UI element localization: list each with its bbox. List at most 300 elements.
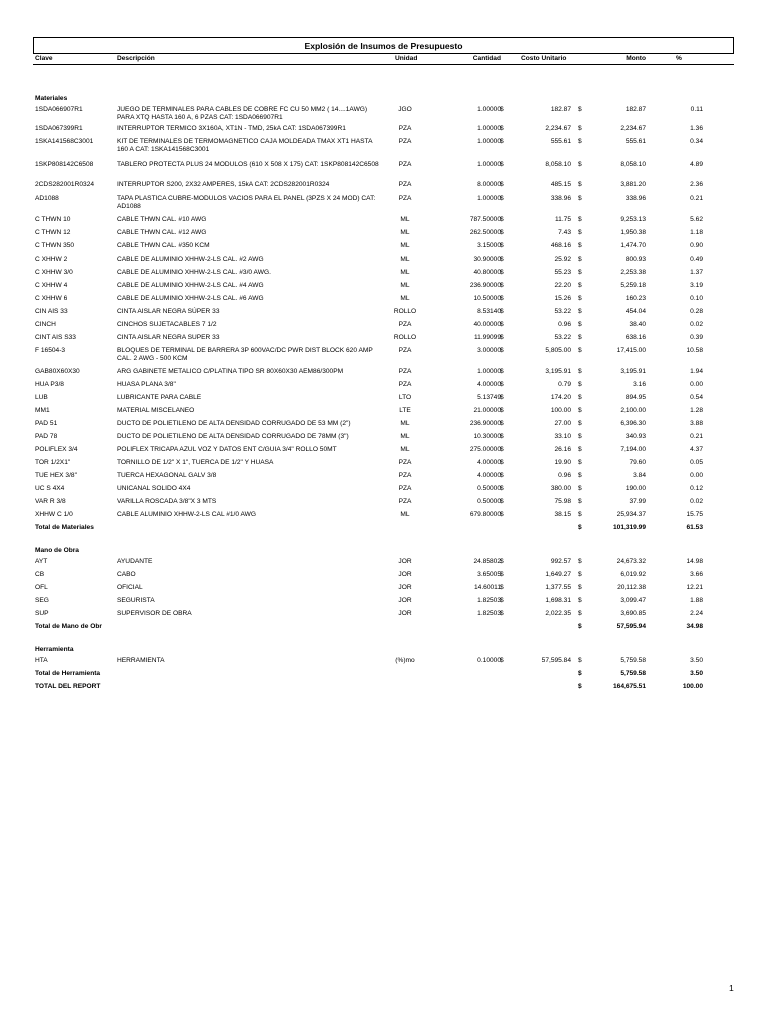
row-pct: 0.12 — [690, 485, 703, 492]
row-currency-symbol: $ — [578, 269, 582, 276]
row-pct: 0.02 — [690, 321, 703, 328]
section-total-monto: 57,595.94 — [616, 623, 646, 630]
row-cantidad: 1.00000 — [477, 138, 501, 145]
section-total-pct: 61.53 — [686, 524, 703, 531]
row-unidad: JOR — [398, 610, 412, 617]
row-currency-symbol: $ — [578, 498, 582, 505]
row-costo: 38.15 — [554, 511, 571, 518]
row-cantidad: 1.82503 — [477, 597, 501, 604]
row-unidad: PZA — [398, 459, 412, 466]
row-clave: 1SKP808142C6508 — [35, 161, 94, 168]
row-descripcion: ARG GABINETE METALICO C/PLATINA TIPO SR 80X60X30 AEM86/300PM — [117, 368, 344, 375]
row-currency-symbol: $ — [578, 459, 582, 466]
row-pct: 0.28 — [690, 308, 703, 315]
row-clave: C XHHW 2 — [35, 256, 68, 263]
row-descripcion: HUASA PLANA 3/8" — [117, 381, 176, 388]
row-pct: 0.11 — [690, 106, 703, 113]
row-costo: 2,022.35 — [545, 610, 571, 617]
row-unidad: PZA — [398, 368, 412, 375]
row-monto: 2,253.38 — [620, 269, 646, 276]
row-currency-symbol: $ — [578, 610, 582, 617]
row-currency-symbol: $ — [578, 420, 582, 427]
row-descripcion: CABLE ALUMINIO XHHW-2-LS CAL #1/0 AWG — [117, 511, 256, 518]
row-pct: 5.62 — [690, 216, 703, 223]
row-monto: 3,881.20 — [620, 181, 646, 188]
row-cantidad: 4.00000 — [477, 472, 501, 479]
row-descripcion: LUBRICANTE PARA CABLE — [117, 394, 202, 401]
section-total-label: Total de Herramienta — [35, 670, 101, 677]
row-unidad: PZA — [398, 381, 412, 388]
row-monto: 17,415.00 — [616, 347, 646, 354]
row-currency-symbol: $ — [500, 511, 504, 518]
row-cantidad: 1.00000 — [477, 125, 501, 132]
row-descripcion: CABO — [117, 571, 136, 578]
row-currency-symbol: $ — [578, 394, 582, 401]
row-cantidad: 3.00000 — [477, 347, 501, 354]
row-descripcion: UNICANAL SOLIDO 4X4 — [117, 485, 191, 492]
row-costo: 11.75 — [554, 216, 571, 223]
row-monto: 79.60 — [629, 459, 646, 466]
row-clave: LUB — [35, 394, 48, 401]
row-unidad: ROLLO — [393, 334, 417, 341]
row-unidad: ML — [400, 433, 410, 440]
row-currency-symbol: $ — [578, 181, 582, 188]
row-monto: 800.93 — [625, 256, 646, 263]
row-currency-symbol: $ — [500, 216, 504, 223]
row-monto: 25,934.37 — [616, 511, 646, 518]
row-pct: 3.19 — [690, 282, 703, 289]
row-currency-symbol: $ — [500, 433, 504, 440]
row-monto: 160.23 — [625, 295, 646, 302]
row-clave: XHHW C 1/0 — [35, 511, 73, 518]
row-clave: 2CDS282001R0324 — [35, 181, 95, 188]
row-costo: 53.22 — [554, 334, 571, 341]
row-cantidad: 3.65005 — [477, 571, 501, 578]
row-currency-symbol: $ — [578, 308, 582, 315]
row-monto: 340.93 — [625, 433, 646, 440]
row-pct: 1.18 — [690, 229, 703, 236]
row-currency-symbol: $ — [578, 106, 582, 113]
section-total-currency: $ — [578, 524, 582, 531]
row-costo: 7.43 — [558, 229, 571, 236]
row-currency-symbol: $ — [578, 446, 582, 453]
row-pct: 0.39 — [690, 334, 703, 341]
row-descripcion: BLOQUES DE TERMINAL DE BARRERA 3P 600VAC/DC PWR DIST BLOCK 620 AMP CAL. 2 AWG - 500 KCM — [117, 347, 373, 362]
row-costo: 100.00 — [550, 407, 571, 414]
header-cantidad: Cantidad — [472, 55, 501, 62]
row-costo: 338.96 — [550, 195, 571, 202]
grand-total-label: TOTAL DEL REPORT — [35, 683, 101, 690]
row-pct: 1.37 — [690, 269, 703, 276]
row-unidad: PZA — [398, 125, 412, 132]
row-currency-symbol: $ — [500, 161, 504, 168]
row-currency-symbol: $ — [578, 485, 582, 492]
row-descripcion: INTERRUPTOR S200, 2X32 AMPERES, 15kA CAT: 2CDS282001R0324 — [117, 181, 330, 188]
row-currency-symbol: $ — [578, 472, 582, 479]
row-clave: OFL — [35, 584, 48, 591]
row-cantidad: 3.15000 — [477, 242, 501, 249]
row-monto: 8,058.10 — [620, 161, 646, 168]
row-cantidad: 1.00000 — [477, 368, 501, 375]
row-costo: 2,234.67 — [545, 125, 571, 132]
row-pct: 1.94 — [690, 368, 703, 375]
row-costo: 0.96 — [558, 321, 571, 328]
row-cantidad: 236.90000 — [469, 282, 501, 289]
row-monto: 20,112.38 — [617, 584, 646, 591]
row-clave: 1SDA067399R1 — [35, 125, 83, 132]
row-monto: 5,259.18 — [620, 282, 646, 289]
row-cantidad: 4.00000 — [477, 381, 501, 388]
row-monto: 37.99 — [629, 498, 646, 505]
row-cantidad: 30.90000 — [473, 256, 501, 263]
row-descripcion: CABLE THWN CAL. #12 AWG — [117, 229, 207, 236]
row-descripcion: AYUDANTE — [117, 558, 153, 565]
row-currency-symbol: $ — [578, 229, 582, 236]
row-currency-symbol: $ — [578, 334, 582, 341]
report — [33, 37, 734, 690]
row-descripcion: VARILLA ROSCADA 3/8"X 3 MTS — [117, 498, 217, 505]
row-monto: 3,690.85 — [620, 610, 646, 617]
row-monto: 1,950.38 — [620, 229, 646, 236]
row-cantidad: 787.50000 — [469, 216, 501, 223]
header-monto: Monto — [626, 55, 646, 62]
section-label: Materiales — [35, 95, 68, 102]
row-currency-symbol: $ — [578, 282, 582, 289]
row-currency-symbol: $ — [500, 229, 504, 236]
row-unidad: PZA — [398, 321, 412, 328]
row-descripcion: CABLE DE ALUMINIO XHHW-2-LS CAL. #6 AWG — [117, 295, 264, 302]
row-costo: 33.10 — [554, 433, 571, 440]
row-clave: CINCH — [35, 321, 56, 328]
row-currency-symbol: $ — [500, 282, 504, 289]
row-clave: C THWN 350 — [35, 242, 75, 249]
section-label: Herramienta — [35, 646, 74, 653]
row-costo: 468.16 — [550, 242, 571, 249]
row-currency-symbol: $ — [578, 161, 582, 168]
row-currency-symbol: $ — [500, 571, 504, 578]
row-costo: 19.90 — [554, 459, 571, 466]
row-clave: C XHHW 3/0 — [35, 269, 73, 276]
row-pct: 0.02 — [690, 498, 703, 505]
row-monto: 1,474.70 — [620, 242, 646, 249]
row-clave: PAD 78 — [35, 433, 58, 440]
row-cantidad: 236.90000 — [469, 420, 501, 427]
row-unidad: ML — [400, 256, 410, 263]
row-cantidad: 1.00000 — [477, 106, 501, 113]
row-descripcion: CABLE DE ALUMINIO XHHW-2-LS CAL. #4 AWG — [117, 282, 264, 289]
row-cantidad: 1.00000 — [477, 195, 501, 202]
row-currency-symbol: $ — [500, 407, 504, 414]
section-total-pct: 34.98 — [686, 623, 703, 630]
report-title: Explosión de Insumos de Presupuesto — [33, 37, 734, 53]
row-cantidad: 40.80000 — [473, 269, 501, 276]
row-descripcion: KIT DE TERMINALES DE TERMOMAGNETICO CAJA MOLDEADA TMAX XT1 HASTA 160 A CAT: 1SKA141568C3001 — [117, 138, 373, 153]
row-descripcion: CABLE DE ALUMINIO XHHW-2-LS CAL. #2 AWG — [117, 256, 264, 263]
row-cantidad: 262.50000 — [469, 229, 501, 236]
row-descripcion: CINTA AISLAR NEGRA SUPER 33 — [117, 334, 220, 341]
row-costo: 1,377.55 — [545, 584, 571, 591]
row-monto: 9,253.13 — [620, 216, 646, 223]
row-clave: PAD 51 — [35, 420, 58, 427]
row-currency-symbol: $ — [578, 584, 582, 591]
row-costo: 1,698.31 — [545, 597, 571, 604]
row-clave: POLIFLEX 3/4 — [35, 446, 78, 453]
row-cantidad: 40.00000 — [473, 321, 501, 328]
row-clave: UC S 4X4 — [35, 485, 65, 492]
section-total-currency: $ — [578, 670, 582, 677]
row-monto: 7,194.00 — [620, 446, 646, 453]
row-unidad: JOR — [398, 571, 412, 578]
row-unidad: PZA — [398, 161, 412, 168]
row-clave: C THWN 10 — [35, 216, 71, 223]
row-pct: 1.36 — [690, 125, 703, 132]
row-currency-symbol: $ — [500, 381, 504, 388]
row-unidad: ML — [400, 242, 410, 249]
row-currency-symbol: $ — [578, 511, 582, 518]
row-unidad: PZA — [398, 138, 412, 145]
row-currency-symbol: $ — [578, 558, 582, 565]
row-descripcion: SUPERVISOR DE OBRA — [117, 610, 192, 617]
row-unidad: ML — [400, 216, 410, 223]
row-clave: SEG — [35, 597, 49, 604]
section-total-label: Total de Materiales — [35, 524, 94, 531]
row-currency-symbol: $ — [578, 321, 582, 328]
header-unidad: Unidad — [395, 55, 418, 62]
row-currency-symbol: $ — [500, 295, 504, 302]
row-currency-symbol: $ — [500, 394, 504, 401]
row-cantidad: 4.00000 — [477, 459, 501, 466]
row-currency-symbol: $ — [500, 472, 504, 479]
row-cantidad: 21.00000 — [473, 407, 501, 414]
row-costo: 55.23 — [554, 269, 571, 276]
row-monto: 3.16 — [633, 381, 646, 388]
row-clave: HUA P3/8 — [35, 381, 64, 388]
row-currency-symbol: $ — [578, 216, 582, 223]
row-currency-symbol: $ — [500, 558, 504, 565]
row-costo: 0.79 — [558, 381, 571, 388]
row-pct: 0.00 — [690, 472, 703, 479]
row-monto: 2,100.00 — [620, 407, 646, 414]
row-currency-symbol: $ — [500, 584, 504, 591]
row-monto: 24,673.32 — [616, 558, 646, 565]
row-clave: GAB80X60X30 — [35, 368, 80, 375]
row-costo: 25.92 — [554, 256, 571, 263]
row-costo: 174.20 — [550, 394, 571, 401]
row-unidad: PZA — [398, 181, 412, 188]
row-currency-symbol: $ — [500, 368, 504, 375]
row-pct: 2.36 — [690, 181, 703, 188]
table-header — [33, 53, 734, 65]
grand-total-currency: $ — [578, 683, 582, 690]
row-currency-symbol: $ — [500, 485, 504, 492]
row-clave: TOR 1/2X1" — [35, 459, 71, 466]
row-pct: 0.21 — [690, 433, 703, 440]
row-monto: 894.95 — [625, 394, 646, 401]
row-unidad: ML — [400, 295, 410, 302]
row-descripcion: DUCTO DE POLIETILENO DE ALTA DENSIDAD CORRUGADO DE 78MM (3") — [117, 433, 349, 440]
row-clave: CIN AIS 33 — [35, 308, 68, 315]
section-total-label: Total de Mano de Obr — [35, 623, 102, 630]
row-monto: 454.04 — [625, 308, 646, 315]
row-unidad: ML — [400, 229, 410, 236]
row-monto: 38.40 — [629, 321, 646, 328]
row-cantidad: 5.13749 — [477, 394, 501, 401]
row-unidad: ML — [400, 446, 410, 453]
row-unidad: PZA — [398, 498, 412, 505]
row-currency-symbol: $ — [500, 321, 504, 328]
row-unidad: JOR — [398, 597, 412, 604]
row-pct: 0.49 — [690, 256, 703, 263]
row-pct: 0.54 — [690, 394, 703, 401]
row-clave: C XHHW 6 — [35, 295, 68, 302]
row-currency-symbol: $ — [500, 347, 504, 354]
row-unidad: ROLLO — [393, 308, 417, 315]
row-pct: 4.89 — [690, 161, 703, 168]
row-clave: F 16504-3 — [35, 347, 66, 354]
row-descripcion: TAPA PLASTICA CUBRE-MODULOS VACIOS PARA EL PANEL (3PZS X 24 MOD) CAT: AD1088 — [117, 195, 376, 210]
row-currency-symbol: $ — [500, 138, 504, 145]
row-pct: 4.37 — [690, 446, 703, 453]
row-pct: 10.58 — [686, 347, 703, 354]
row-pct: 3.66 — [690, 571, 703, 578]
row-pct: 0.21 — [690, 195, 703, 202]
grand-total-pct: 100.00 — [682, 683, 703, 690]
row-monto: 3.84 — [633, 472, 646, 479]
row-costo: 26.16 — [554, 446, 571, 453]
row-currency-symbol: $ — [578, 347, 582, 354]
row-unidad: PZA — [398, 485, 412, 492]
row-pct: 3.88 — [690, 420, 703, 427]
row-clave: C THWN 12 — [35, 229, 71, 236]
row-descripcion: TORNILLO DE 1/2" X 1", TUERCA DE 1/2" Y HUASA — [117, 459, 274, 466]
row-pct: 15.75 — [686, 511, 703, 518]
row-currency-symbol: $ — [500, 446, 504, 453]
row-currency-symbol: $ — [500, 420, 504, 427]
row-descripcion: JUEGO DE TERMINALES PARA CABLES DE COBRE FC CU 50 MM2 ( 14....1AWG) PARA XTQ HASTA 160 A, 6 PZAS CAT: 1SDA066907R1 — [117, 106, 368, 121]
header-pct: % — [676, 55, 682, 62]
page-number: 1 — [729, 983, 734, 993]
row-pct: 0.34 — [690, 138, 703, 145]
row-cantidad: 1.00000 — [477, 161, 501, 168]
row-unidad: ML — [400, 282, 410, 289]
row-currency-symbol: $ — [500, 498, 504, 505]
section-total-monto: 101,319.99 — [612, 524, 646, 531]
row-pct: 0.10 — [690, 295, 703, 302]
row-currency-symbol: $ — [578, 195, 582, 202]
row-descripcion: HERRAMIENTA — [117, 657, 165, 664]
row-unidad: LTO — [398, 394, 412, 401]
row-currency-symbol: $ — [578, 125, 582, 132]
row-pct: 3.50 — [690, 657, 703, 664]
row-unidad: PZA — [398, 472, 412, 479]
row-currency-symbol: $ — [500, 256, 504, 263]
row-clave: 1SDA066907R1 — [35, 106, 83, 113]
row-currency-symbol: $ — [500, 106, 504, 113]
section-total-currency: $ — [578, 623, 582, 630]
row-cantidad: 14.60011 — [473, 584, 501, 591]
row-unidad: LTE — [399, 407, 411, 414]
row-clave: CB — [35, 571, 45, 578]
row-costo: 75.98 — [554, 498, 571, 505]
row-currency-symbol: $ — [500, 597, 504, 604]
row-monto: 6,396.30 — [620, 420, 646, 427]
row-descripcion: POLIFLEX TRICAPA AZUL VOZ Y DATOS ENT C/GUIA 3/4" ROLLO 50MT — [117, 446, 337, 453]
row-costo: 57,595.84 — [541, 657, 571, 664]
row-clave: AYT — [35, 558, 48, 565]
row-currency-symbol: $ — [578, 368, 582, 375]
row-costo: 555.61 — [550, 138, 571, 145]
row-pct: 12.21 — [686, 584, 703, 591]
row-descripcion: TABLERO PROTECTA PLUS 24 MODULOS (610 X 508 X 175) CAT: 1SKP808142C6508 — [117, 161, 379, 168]
row-cantidad: 8.53140 — [477, 308, 501, 315]
row-monto: 182.87 — [625, 106, 646, 113]
row-clave: VAR R 3/8 — [35, 498, 66, 505]
row-costo: 53.22 — [554, 308, 571, 315]
row-currency-symbol: $ — [578, 256, 582, 263]
row-clave: TUE HEX 3/8" — [35, 472, 77, 479]
row-pct: 0.00 — [690, 381, 703, 388]
row-currency-symbol: $ — [500, 459, 504, 466]
row-cantidad: 10.30000 — [473, 433, 501, 440]
row-clave: C XHHW 4 — [35, 282, 68, 289]
row-monto: 2,234.67 — [620, 125, 646, 132]
row-currency-symbol: $ — [578, 571, 582, 578]
row-descripcion: INTERRUPTOR TERMICO 3X160A, XT1N - TMD, 25kA CAT: 1SDA067399R1 — [117, 125, 346, 132]
row-descripcion: CINTA AISLAR NEGRA SÚPER 33 — [117, 308, 220, 315]
row-descripcion: SEGURISTA — [117, 597, 155, 604]
grand-total-monto: 164,675.51 — [612, 683, 646, 690]
row-pct: 1.88 — [690, 597, 703, 604]
row-currency-symbol: $ — [500, 242, 504, 249]
row-currency-symbol: $ — [500, 195, 504, 202]
header-costo-unitario: Costo Unitario — [521, 55, 567, 62]
row-monto: 5,759.58 — [620, 657, 646, 664]
row-currency-symbol: $ — [500, 181, 504, 188]
row-currency-symbol: $ — [578, 138, 582, 145]
row-costo: 1,649.27 — [545, 571, 571, 578]
row-cantidad: 1.82503 — [477, 610, 501, 617]
row-descripcion: CABLE DE ALUMINIO XHHW-2-LS CAL. #3/0 AWG. — [117, 269, 271, 276]
row-cantidad: 8.00000 — [477, 181, 501, 188]
header-clave: Clave — [35, 55, 53, 62]
row-currency-symbol: $ — [500, 125, 504, 132]
row-descripcion: CINCHOS SUJETACABLES 7 1/2 — [117, 321, 217, 328]
row-costo: 5,805.00 — [545, 347, 571, 354]
row-clave: AD1088 — [35, 195, 59, 202]
row-pct: 14.98 — [686, 558, 703, 565]
row-pct: 0.05 — [690, 459, 703, 466]
row-descripcion: CABLE THWN CAL. #350 KCM — [117, 242, 210, 249]
row-descripcion: CABLE THWN CAL. #10 AWG — [117, 216, 207, 223]
row-monto: 3,195.91 — [620, 368, 646, 375]
row-unidad: PZA — [398, 195, 412, 202]
row-currency-symbol: $ — [578, 295, 582, 302]
row-currency-symbol: $ — [578, 407, 582, 414]
row-pct: 1.28 — [690, 407, 703, 414]
row-currency-symbol: $ — [578, 657, 582, 664]
row-clave: 1SKA141568C3001 — [35, 138, 94, 145]
row-cantidad: 679.80000 — [469, 511, 501, 518]
row-monto: 6,019.92 — [620, 571, 646, 578]
row-cantidad: 24.85802 — [473, 558, 501, 565]
row-costo: 485.15 — [550, 181, 571, 188]
row-currency-symbol: $ — [500, 334, 504, 341]
row-descripcion: DUCTO DE POLIETILENO DE ALTA DENSIDAD CORRUGADO DE 53 MM (2") — [117, 420, 351, 427]
row-costo: 380.00 — [550, 485, 571, 492]
row-cantidad: 11.99099 — [473, 334, 501, 341]
row-unidad: JOR — [398, 584, 412, 591]
row-descripcion: OFICIAL — [117, 584, 143, 591]
